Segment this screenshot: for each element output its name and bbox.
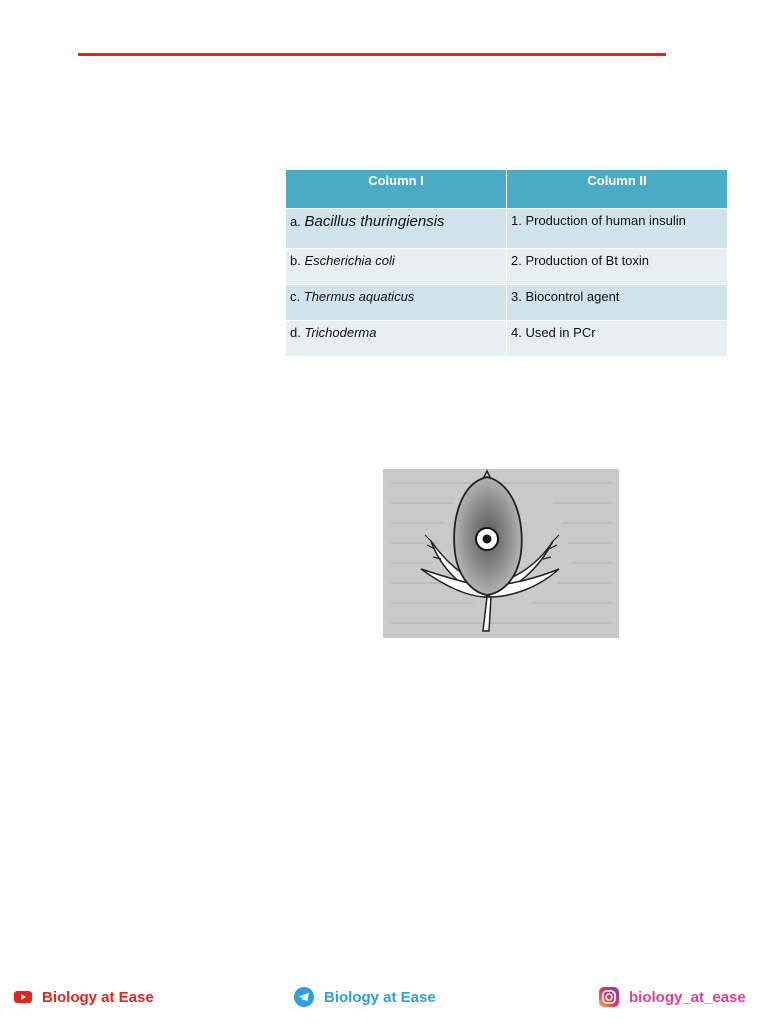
table-row — [286, 285, 727, 321]
match-table — [286, 170, 727, 356]
organism-name: Thermus aquaticus — [303, 289, 415, 304]
table-row — [286, 249, 727, 285]
footer-instagram[interactable] — [599, 986, 746, 1008]
footer-telegram-label: Biology at Ease — [324, 988, 436, 1006]
column-1-cell — [286, 285, 507, 321]
footer-youtube[interactable] — [14, 986, 154, 1008]
column-2-cell: 1. Production of human insulin — [507, 209, 728, 249]
column-1-cell — [286, 249, 507, 285]
organism-name: Escherichia coli — [304, 253, 395, 268]
instagram-icon — [599, 987, 619, 1007]
table-row — [286, 321, 727, 357]
column-1-cell — [286, 321, 507, 357]
column-2-cell: 2. Production of Bt toxin — [507, 249, 728, 285]
youtube-icon — [14, 991, 32, 1003]
top-divider — [78, 53, 666, 56]
footer-youtube-label: Biology at Ease — [42, 988, 154, 1006]
column-2-cell: 3. Biocontrol agent — [507, 285, 728, 321]
item-prefix: a. — [290, 214, 301, 229]
fruit-figure-photo — [383, 469, 619, 638]
footer-instagram-label: biology_at_ease — [629, 988, 746, 1006]
column-header-1: Column I — [286, 170, 507, 209]
table-row — [286, 209, 727, 249]
telegram-icon — [294, 987, 314, 1007]
table-header-row — [286, 170, 727, 209]
footer-telegram[interactable] — [294, 986, 436, 1008]
item-prefix: b. — [290, 253, 301, 268]
item-prefix: c. — [290, 289, 301, 304]
column-2-cell: 4. Used in PCr — [507, 321, 728, 357]
item-prefix: d. — [290, 325, 301, 340]
column-header-2: Column II — [507, 170, 728, 209]
fruit-with-sepals-drawing-icon — [383, 469, 619, 638]
organism-name: Trichoderma — [304, 325, 377, 340]
organism-name: Bacillus thuringiensis — [304, 213, 445, 230]
column-1-cell — [286, 209, 507, 249]
